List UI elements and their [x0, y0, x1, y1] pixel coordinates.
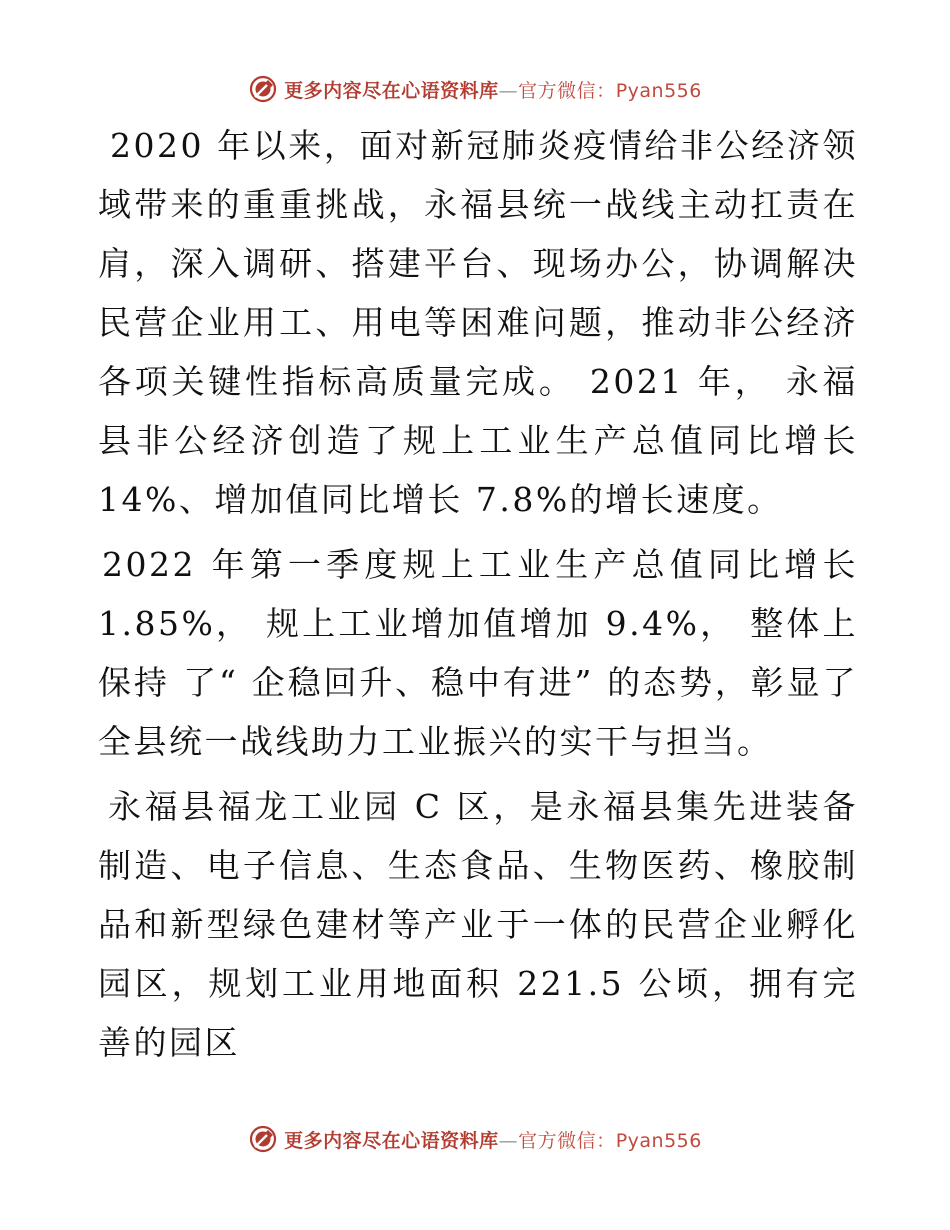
watermark-separator: —	[498, 79, 519, 102]
paragraph-1: 2020 年以来，面对新冠肺炎疫情给非公经济领域带来的重重挑战，永福县统一战线主动扛责在肩，深入调研、搭建平台、现场办公，协调解决民营企业用工、用电等困难问题，推动非公经济各项关键性指标高质量完成。 2021 年， 永福县非公经济创造了规上工业生产总值同比增长 14%、增加值同比增长 7.8%的增长速度。	[98, 126, 858, 519]
pen-logo-icon	[248, 74, 278, 104]
watermark-wechat-id: Pyan556	[615, 79, 702, 102]
watermark-wechat-label: 官方微信：	[518, 1129, 616, 1152]
watermark-wechat-label: 官方微信：	[518, 79, 616, 102]
watermark-text	[284, 1126, 702, 1153]
paragraph-3: 永福县福龙工业园 C 区，是永福县集先进装备制造、电子信息、生态食品、生物医药、橡胶制品和新型绿色建材等产业于一体的民营企业孵化园区，规划工业用地面积 221.5 公顷，拥有完善的园区	[98, 787, 858, 1062]
paragraph-2: 2022 年第一季度规上工业生产总值同比增长 1.85%， 规上工业增加值增加 9.4%， 整体上保持 了“ 企稳回升、稳中有进” 的态势，彰显了全县统一战线助力工业振兴的实干与担当。	[98, 545, 858, 761]
footer-watermark	[0, 1124, 950, 1154]
watermark-wechat-id: Pyan556	[615, 1129, 702, 1152]
watermark-brand: 更多内容尽在心语资料库	[284, 1129, 499, 1152]
pen-logo-icon	[248, 1124, 278, 1154]
watermark-text	[284, 76, 702, 103]
document-body	[98, 116, 858, 1072]
header-watermark	[0, 74, 950, 104]
watermark-brand: 更多内容尽在心语资料库	[284, 79, 499, 102]
watermark-separator: —	[498, 1129, 519, 1152]
